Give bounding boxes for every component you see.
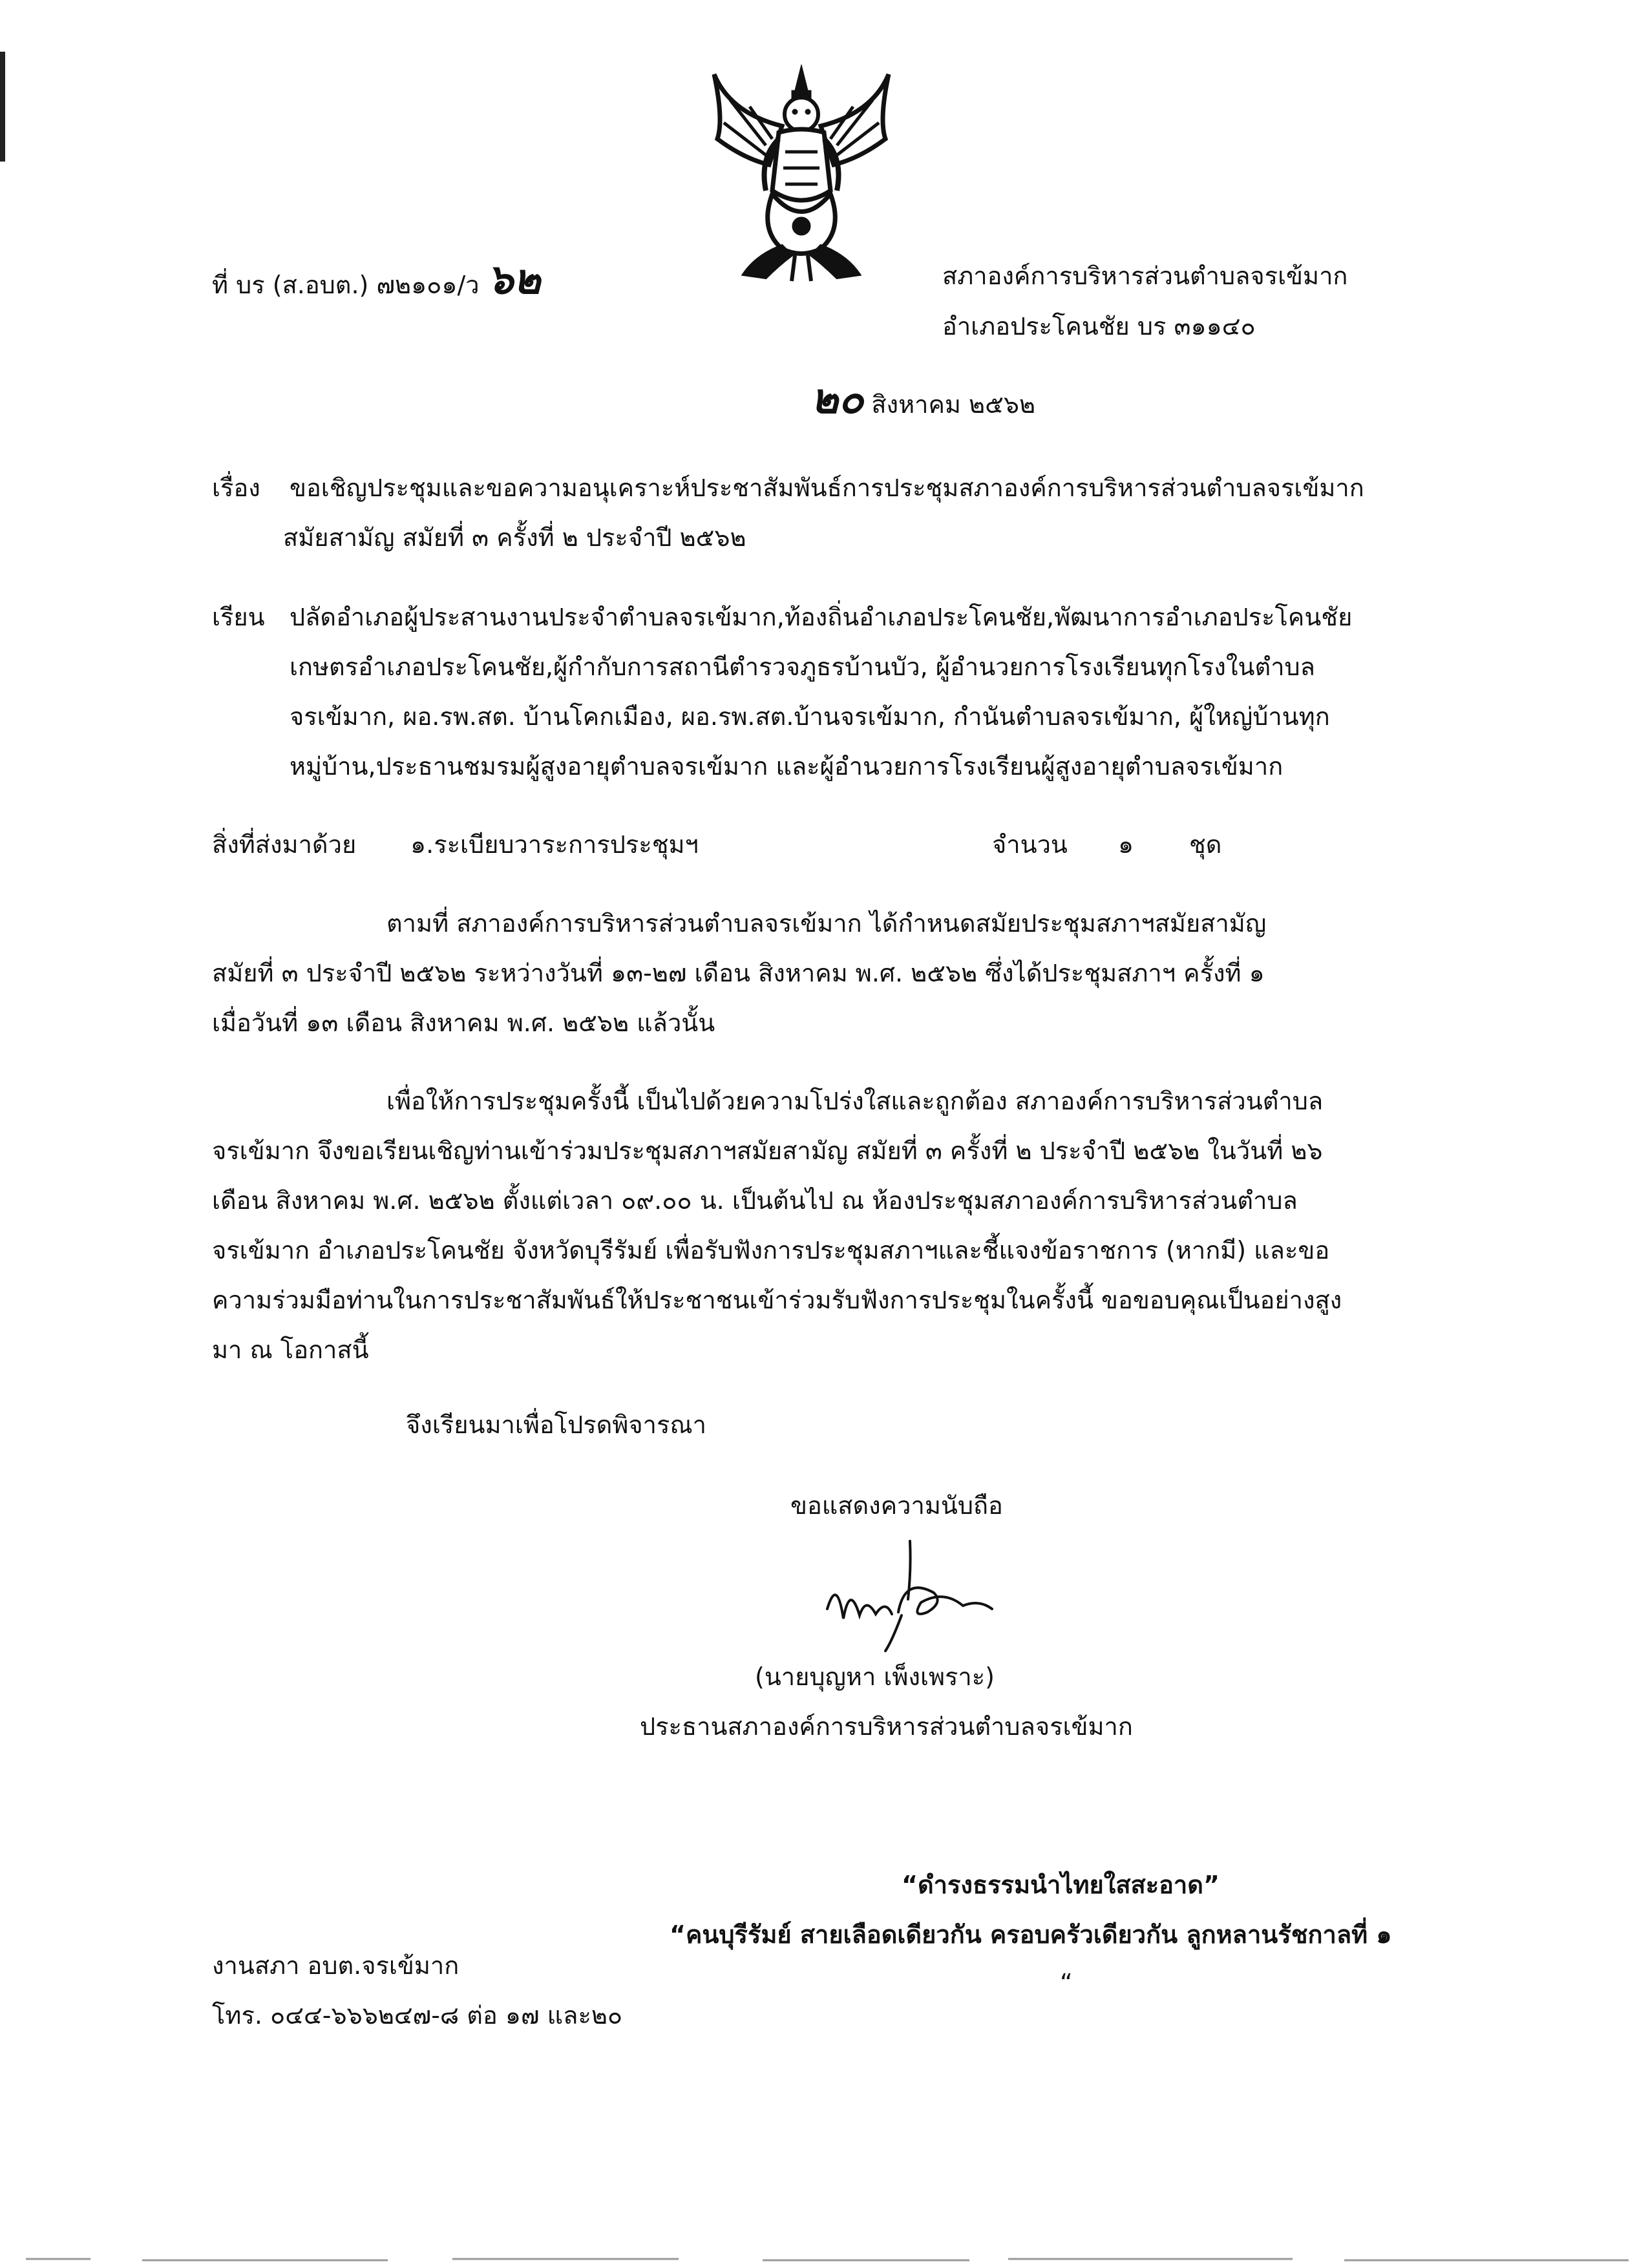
letter-date	[811, 375, 1035, 425]
recipient-line-2: เกษตรอำเภอประโคนชัย,ผู้กำกับการสถานีตำรวจภูธรบ้านบัว, ผู้อำนวยการโรงเรียนทุกโรงในตำบล	[290, 653, 1315, 681]
scan-bottom-noise	[0, 2245, 1648, 2268]
date-day-handwritten: ๒๐	[811, 375, 864, 423]
enclosure-item: ๑.ระเบียบวาระการประชุมฯ	[410, 830, 699, 859]
enclosure-qty-label: จำนวน	[992, 830, 1068, 859]
signer-position: ประธานสภาองค์การบริหารส่วนตำบลจรเข้มาก	[640, 1712, 1133, 1741]
reference-number	[212, 255, 541, 305]
recipient-label: เรียน	[212, 603, 265, 631]
signer-name: (นายบุญหา เพ็งเพราะ)	[755, 1663, 995, 1691]
paragraph-1-line-2: สมัยที่ ๓ ประจำปี ๒๕๖๒ ระหว่างวันที่ ๑๓-๒๗ เดือน สิงหาคม พ.ศ. ๒๕๖๒ ซึ่งได้ประชุมสภาฯ ครั้งที่ ๑	[212, 959, 1265, 987]
handwritten-signature	[814, 1538, 1008, 1654]
paragraph-2-line-3: เดือน สิงหาคม พ.ศ. ๒๕๖๒ ตั้งแต่เวลา ๐๙.๐๐ น. เป็นต้นไป ณ ห้องประชุมสภาองค์การบริหารส่วนตำบล	[212, 1186, 1298, 1215]
garuda-emblem-icon	[704, 61, 898, 288]
enclosure-qty: ๑	[1118, 830, 1134, 859]
paragraph-1-line-1: ตามที่ สภาองค์การบริหารส่วนตำบลจรเข้มาก ได้กำหนดสมัยประชุมสภาฯสมัยสามัญ	[386, 909, 1267, 938]
subject-line-2: สมัยสามัญ สมัยที่ ๓ ครั้งที่ ๒ ประจำปี ๒๕๖๒	[283, 523, 746, 552]
enclosure-label: สิ่งที่ส่งมาด้วย	[212, 830, 357, 859]
subject-line-1: ขอเชิญประชุมและขอความอนุเคราะห์ประชาสัมพันธ์การประชุมสภาองค์การบริหารส่วนตำบลจรเข้มาก	[290, 474, 1364, 502]
recipient-line-1: ปลัดอำเภอผู้ประสานงานประจำตำบลจรเข้มาก,ท้องถิ่นอำเภอประโคนชัย,พัฒนาการอำเภอประโคนชัย	[290, 603, 1353, 631]
slogan-line-1: “ดำรงธรรมนำไทยใสสะอาด”	[902, 1871, 1220, 1899]
date-month-year: สิงหาคม ๒๕๖๒	[871, 390, 1036, 419]
recipient-line-3: จรเข้มาก, ผอ.รพ.สต. บ้านโคกเมือง, ผอ.รพ.สต.บ้านจรเข้มาก, กำนันตำบลจรเข้มาก, ผู้ใหญ่บ้านทุก	[290, 702, 1330, 731]
slogan-line-2: “คนบุรีรัมย์ สายเลือดเดียวกัน ครอบครัวเดียวกัน ลูกหลานรัชกาลที่ ๑	[670, 1920, 1392, 1949]
closing-request: จึงเรียนมาเพื่อโปรดพิจารณา	[406, 1411, 706, 1439]
reference-handwritten-number: ๖๒	[487, 255, 541, 304]
paragraph-2-line-5: ความร่วมมือท่านในการประชาสัมพันธ์ให้ประชาชนเข้าร่วมรับฟังการประชุมในครั้งนี้ ขอขอบคุณเป็นอย่างสูง	[212, 1286, 1342, 1314]
paragraph-1-line-3: เมื่อวันที่ ๑๓ เดือน สิงหาคม พ.ศ. ๒๕๖๒ แล้วนั้น	[212, 1009, 715, 1037]
scan-edge-mark	[0, 52, 5, 162]
paragraph-2-line-4: จรเข้มาก อำเภอประโคนชัย จังหวัดบุรีรัมย์ เพื่อรับฟังการประชุมสภาฯและชี้แจงข้อราชการ (หากมี) และขอ	[212, 1236, 1330, 1265]
org-address: อำเภอประโคนชัย บร ๓๑๑๔๐	[942, 312, 1256, 341]
org-name: สภาองค์การบริหารส่วนตำบลจรเข้มาก	[942, 262, 1348, 290]
paragraph-2-line-6: มา ณ โอกาสนี้	[212, 1336, 369, 1364]
paragraph-2-line-1: เพื่อให้การประชุมครั้งนี้ เป็นไปด้วยความโปร่งใสและถูกต้อง สภาองค์การบริหารส่วนตำบล	[386, 1087, 1324, 1115]
footer-office: งานสภา อบต.จรเข้มาก	[212, 1951, 460, 1980]
subject-label: เรื่อง	[212, 474, 260, 502]
enclosure-unit: ชุด	[1189, 830, 1222, 859]
slogan-line-3: “	[1060, 1969, 1073, 1997]
footer-phone: โทร. ๐๔๔-๖๖๖๒๔๗-๘ ต่อ ๑๗ และ๒๐	[212, 2001, 623, 2030]
reference-prefix: ที่ บร (ส.อบต.) ๗๒๑๐๑/ว	[212, 271, 480, 299]
closing-salutation: ขอแสดงความนับถือ	[790, 1491, 1003, 1520]
paragraph-2-line-2: จรเข้มาก จึงขอเรียนเชิญท่านเข้าร่วมประชุมสภาฯสมัยสามัญ สมัยที่ ๓ ครั้งที่ ๒ ประจำปี ๒๕๖๒ ในวันที่ ๒๖	[212, 1137, 1323, 1165]
recipient-line-4: หมู่บ้าน,ประธานชมรมผู้สูงอายุตำบลจรเข้มาก และผู้อำนวยการโรงเรียนผู้สูงอายุตำบลจรเข้มาก	[290, 752, 1284, 781]
